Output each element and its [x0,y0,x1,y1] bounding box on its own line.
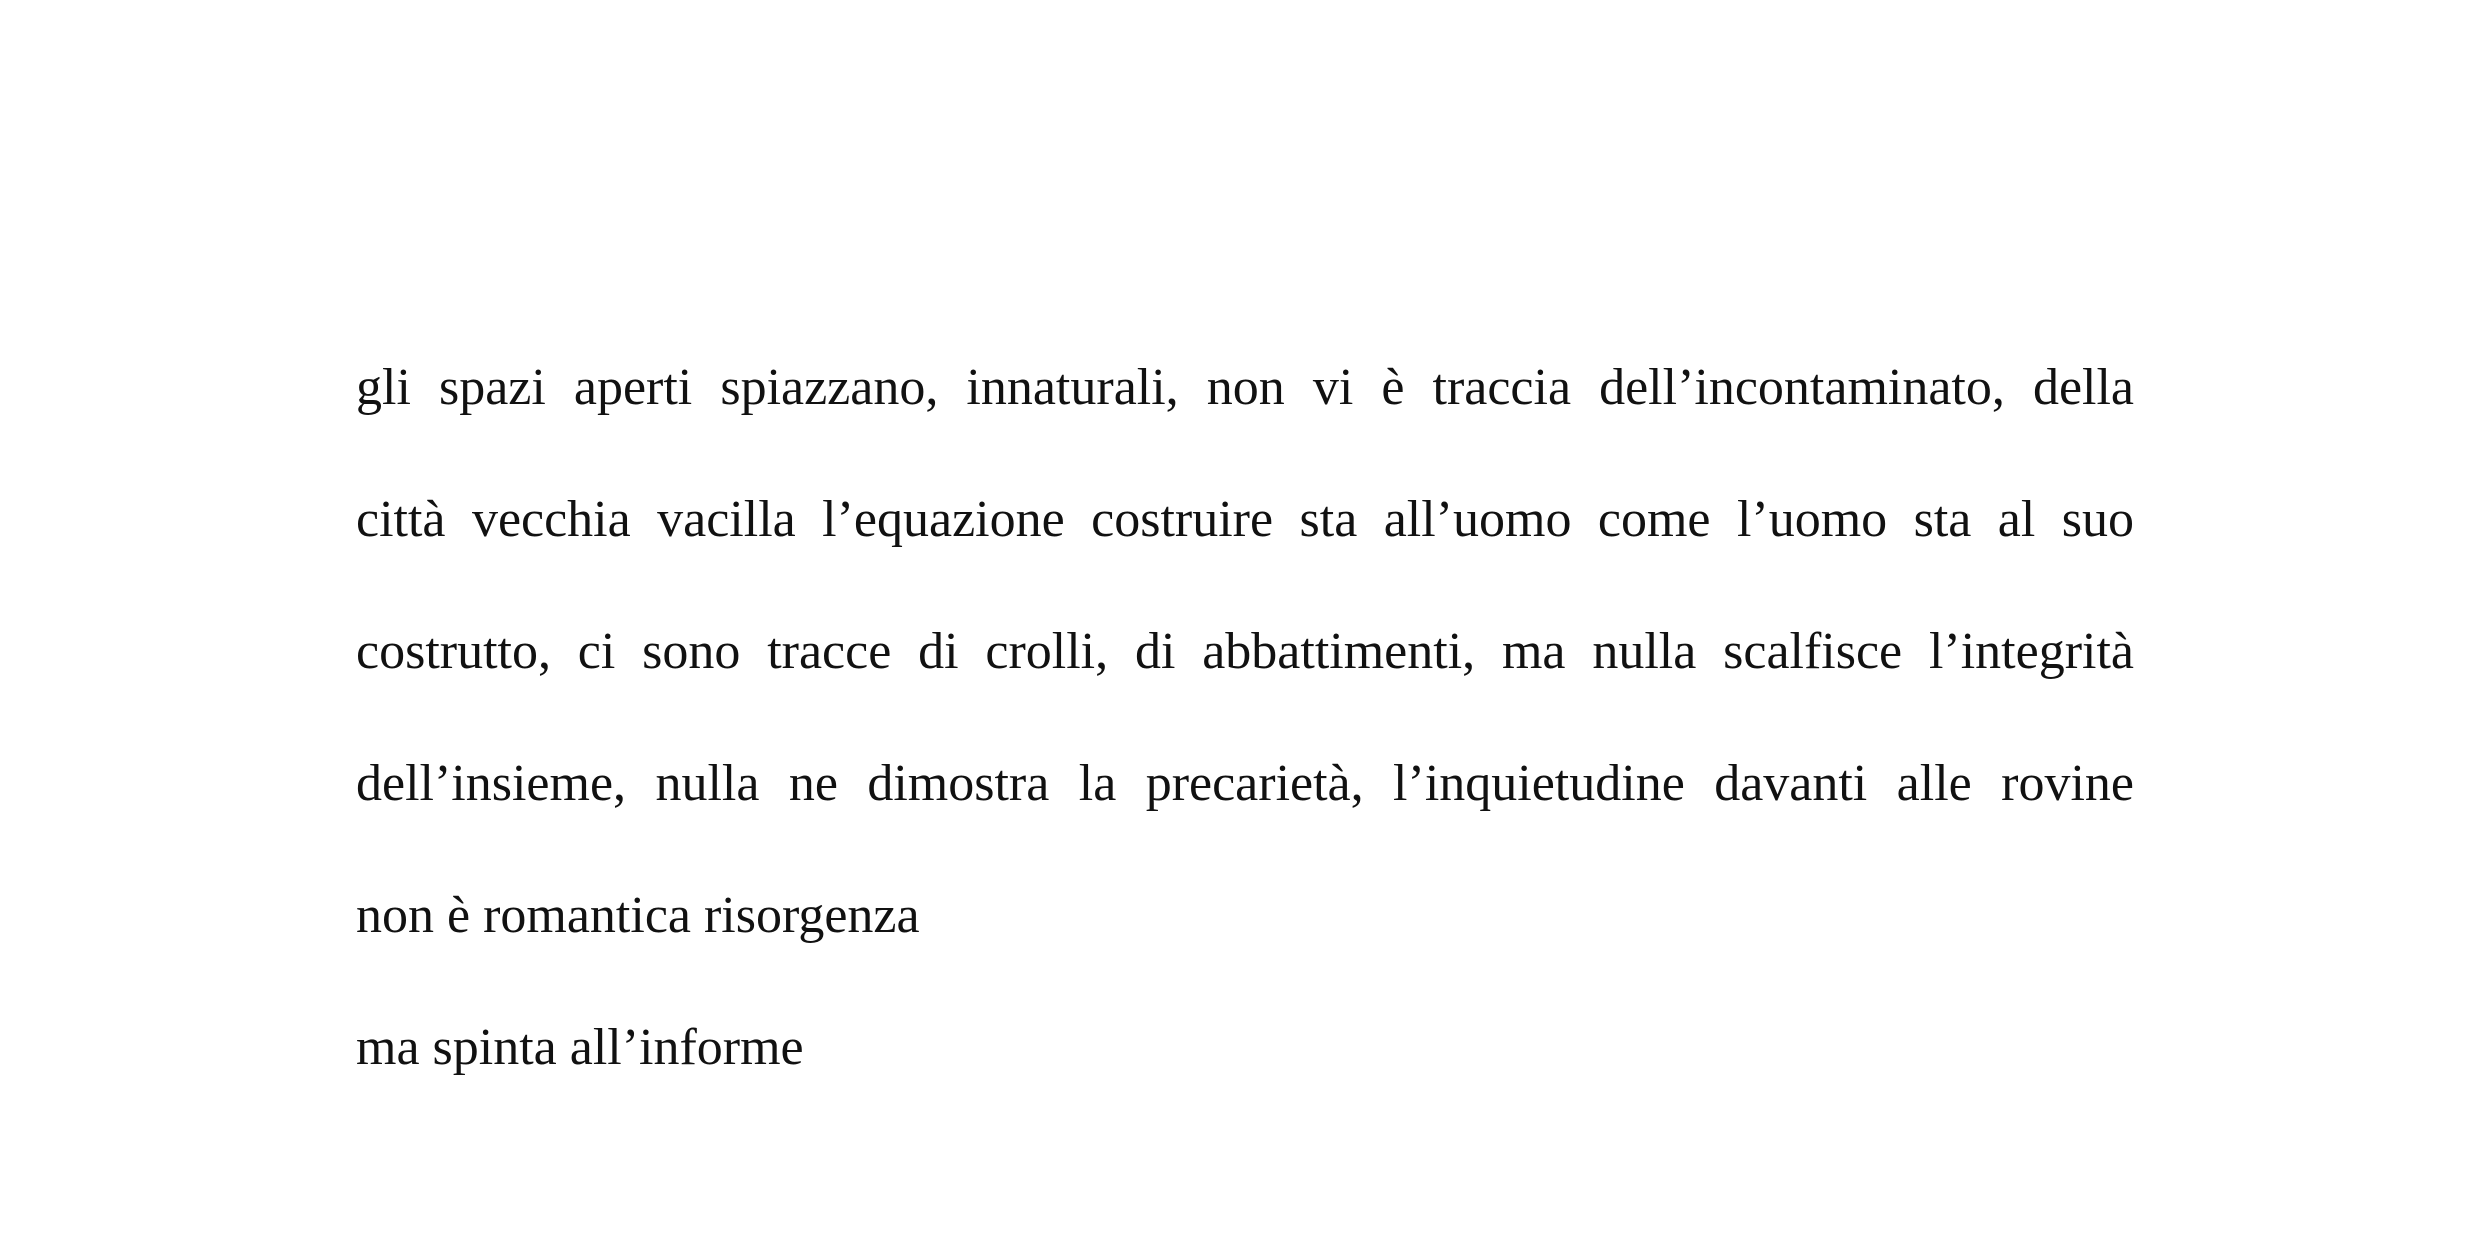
text-line-3: costrutto, ci sono tracce di crolli, di abbattimenti, ma nulla scalfisce l’integrità [356,623,2134,680]
text-line-4: dell’insieme, nulla ne dimostra la precarietà, l’inquietudine davanti alle rovine [356,755,2134,812]
text-line-5: non è romantica risorgenza [356,887,920,944]
text-line-1: gli spazi aperti spiazzano, innaturali, non vi è traccia dell’incontaminato, della [356,359,2134,416]
text-line-6: ma spinta all’informe [356,1019,804,1076]
text-line-2: città vecchia vacilla l’equazione costruire sta all’uomo come l’uomo sta al suo [356,491,2134,548]
body-text [356,345,2134,1137]
